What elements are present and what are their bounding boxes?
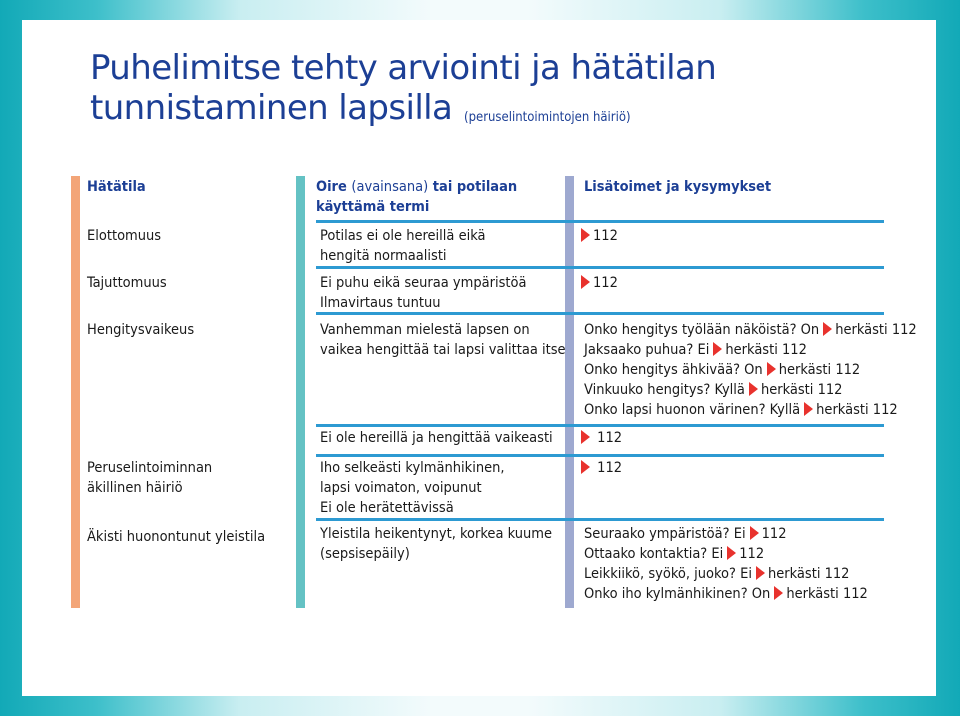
arrow-icon	[581, 275, 590, 289]
arrow-icon	[767, 362, 776, 376]
symptom-line: (sepsisepäily)	[320, 546, 410, 562]
symptom-line: Ei puhu eikä seuraa ympäristöä	[320, 275, 527, 291]
symptom-line: lapsi voimaton, voipunut	[320, 480, 482, 496]
question-text: Onko iho kylmänhikinen? On	[584, 586, 771, 602]
title-line-2: tunnistaminen lapsilla	[90, 88, 453, 128]
arrow-icon	[756, 566, 765, 580]
row-divider	[316, 266, 884, 269]
symptom-akillinen	[320, 458, 505, 518]
header-actions: Lisätoimet ja kysymykset	[584, 179, 772, 195]
arrow-icon	[727, 546, 736, 560]
state-line: äkillinen häiriö	[87, 480, 183, 496]
arrow-icon	[749, 382, 758, 396]
state-tajuttomuus: Tajuttomuus	[87, 275, 167, 291]
row-divider	[316, 424, 884, 427]
answer-text: herkästi 112	[725, 342, 807, 358]
question-line	[584, 360, 917, 380]
title-line-1: Puhelimitse tehty arviointi ja hätätilan	[90, 48, 717, 88]
answer-text: herkästi 112	[767, 566, 850, 582]
symptom-elottomuus	[320, 226, 486, 266]
symptom-line: Yleistila heikentynyt, korkea kuume	[320, 526, 552, 542]
arrow-icon	[581, 460, 590, 474]
answer-text: 112	[739, 546, 765, 562]
state-akillinen	[87, 458, 212, 498]
question-text: Onko lapsi huonon värinen? Kyllä	[584, 402, 801, 418]
question-line	[584, 524, 868, 544]
question-text: Onko hengitys työlään näköistä? On	[584, 322, 820, 338]
arrow-icon	[823, 322, 832, 336]
action-tajuttomuus	[581, 273, 618, 293]
row-divider	[316, 454, 884, 457]
symptom-line: vaikea hengittää tai lapsi valittaa itse	[320, 342, 566, 358]
action-text: 112	[593, 275, 618, 291]
arrow-icon	[804, 402, 813, 416]
action-vaikeasti	[581, 428, 622, 448]
question-text: Ottaako kontaktia? Ei	[584, 546, 724, 562]
symptom-hengitysvaikeus	[320, 320, 566, 360]
answer-text: 112	[761, 526, 787, 542]
symptom-line: hengitä normaalisti	[320, 248, 447, 264]
arrow-icon	[581, 228, 590, 242]
arrow-icon	[581, 430, 590, 444]
answer-text: herkästi 112	[816, 402, 898, 418]
symptom-line: Iho selkeästi kylmänhikinen,	[320, 460, 505, 476]
question-line	[584, 380, 917, 400]
arrow-icon	[774, 586, 783, 600]
header-emergency: Hätätila	[87, 179, 146, 195]
question-line	[584, 320, 917, 340]
state-hengitysvaikeus: Hengitysvaikeus	[87, 322, 195, 338]
question-text: Vinkuuko hengitys? Kyllä	[584, 382, 745, 398]
question-text: Leikkiikö, syökö, juoko? Ei	[584, 566, 752, 582]
action-text: 112	[593, 228, 618, 244]
arrow-icon	[713, 342, 722, 356]
symptom-line: Vanhemman mielestä lapsen on	[320, 322, 530, 338]
action-elottomuus	[581, 226, 618, 246]
row-divider	[316, 518, 884, 521]
arrow-icon	[750, 526, 759, 540]
question-line	[584, 340, 917, 360]
answer-text: herkästi 112	[760, 382, 843, 398]
column-bar-symptom	[296, 176, 305, 608]
page-subtitle: (peruselintoimintojen häiriö)	[464, 110, 631, 125]
questions-yleistila	[584, 524, 868, 604]
state-yleistila: Äkisti huonontunut yleistila	[87, 529, 266, 545]
question-line	[584, 544, 868, 564]
column-bar-emergency	[71, 176, 80, 608]
questions-hengitysvaikeus	[584, 320, 917, 420]
question-text: Onko hengitys ähkivää? On	[584, 362, 763, 378]
action-text: 112	[597, 430, 623, 446]
header-symptom-bold-2: tai potilaan	[432, 179, 518, 195]
header-symptom-bold-1: Oire	[316, 179, 347, 195]
header-symptom-line-2: käyttämä termi	[316, 199, 430, 215]
symptom-line: Ilmavirtaus tuntuu	[320, 295, 441, 311]
header-symptom	[316, 177, 517, 217]
question-line	[584, 584, 868, 604]
symptom-line: Potilas ei ole hereillä eikä	[320, 228, 486, 244]
state-elottomuus: Elottomuus	[87, 228, 162, 244]
question-text: Seuraako ympäristöä? Ei	[584, 526, 746, 542]
action-akillinen	[581, 458, 622, 478]
action-text: 112	[597, 460, 623, 476]
symptom-tajuttomuus	[320, 273, 526, 313]
question-line	[584, 564, 868, 584]
symptom-line: Ei ole herätettävissä	[320, 500, 454, 516]
column-bar-actions	[565, 176, 574, 608]
answer-text: herkästi 112	[778, 362, 861, 378]
question-line	[584, 400, 917, 420]
symptom-vaikeasti: Ei ole hereillä ja hengittää vaikeasti	[320, 430, 553, 446]
state-line: Peruselintoiminnan	[87, 460, 213, 476]
answer-text: herkästi 112	[835, 322, 917, 338]
answer-text: herkästi 112	[786, 586, 868, 602]
symptom-yleistila	[320, 524, 552, 564]
question-text: Jaksaako puhua? Ei	[584, 342, 710, 358]
row-divider	[316, 220, 884, 223]
header-symptom-light: (avainsana)	[351, 179, 429, 195]
